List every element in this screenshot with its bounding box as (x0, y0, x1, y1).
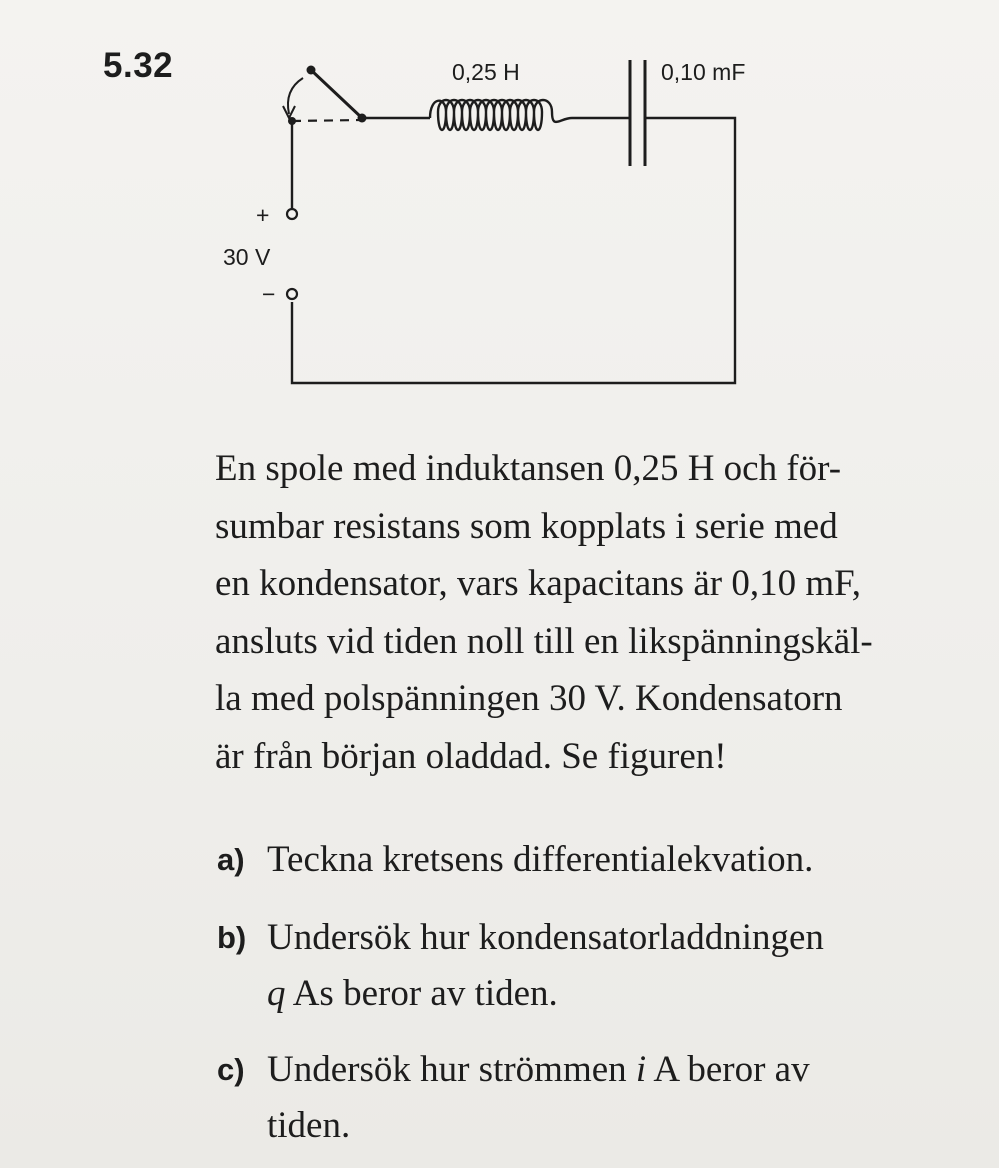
question-c (215, 1042, 975, 1154)
source-voltage-label: 30 V (223, 244, 271, 270)
question-a-label: a) (217, 842, 245, 877)
question-b-line1: Undersök hur kondensatorladdningen (267, 917, 824, 958)
statement-line: är från början oladdad. Se figuren! (215, 735, 727, 777)
question-c-line1 (267, 1042, 975, 1098)
question-c-line1-pre: Undersök hur strömmen (267, 1049, 636, 1090)
question-b (215, 910, 975, 1022)
statement-line: en kondensator, vars kapacitans är 0,10 mF, (215, 563, 861, 604)
question-b-label: b) (217, 920, 247, 955)
question-c-line2: tiden. (267, 1105, 351, 1146)
problem-statement (215, 440, 975, 785)
variable-i: i (635, 1049, 647, 1090)
inductor-coil (430, 100, 572, 130)
problem-number: 5.32 (103, 46, 174, 85)
plus-sign: + (256, 202, 270, 228)
switch-open-gap (292, 120, 362, 121)
question-b-line2 (267, 966, 975, 1022)
switch-arrow (288, 78, 303, 114)
minus-sign: − (262, 281, 276, 307)
variable-q: q (267, 973, 286, 1014)
minus-terminal (287, 289, 297, 299)
statement-line: sumbar resistans som kopplats i serie med (215, 505, 838, 547)
circuit-diagram (0, 0, 999, 420)
question-list (215, 832, 975, 1154)
question-c-label: c) (217, 1052, 245, 1087)
inductor-label: 0,25 H (452, 59, 520, 85)
statement-line: En spole med induktansen 0,25 H och för- (215, 448, 842, 489)
statement-line: la med polspänningen 30 V. Kondensatorn (215, 678, 843, 719)
wire-right (292, 118, 735, 383)
statement-line: ansluts vid tiden noll till en likspänningskäl- (215, 620, 873, 662)
capacitor-label: 0,10 mF (661, 59, 746, 85)
question-c-line1-post: A beror av (646, 1049, 810, 1090)
question-b-line2-rest: As beror av tiden. (285, 973, 558, 1014)
plus-terminal (287, 209, 297, 219)
question-a (215, 832, 975, 888)
switch-blade (311, 70, 362, 118)
question-a-text: Teckna kretsens differentialekvation. (267, 839, 814, 880)
